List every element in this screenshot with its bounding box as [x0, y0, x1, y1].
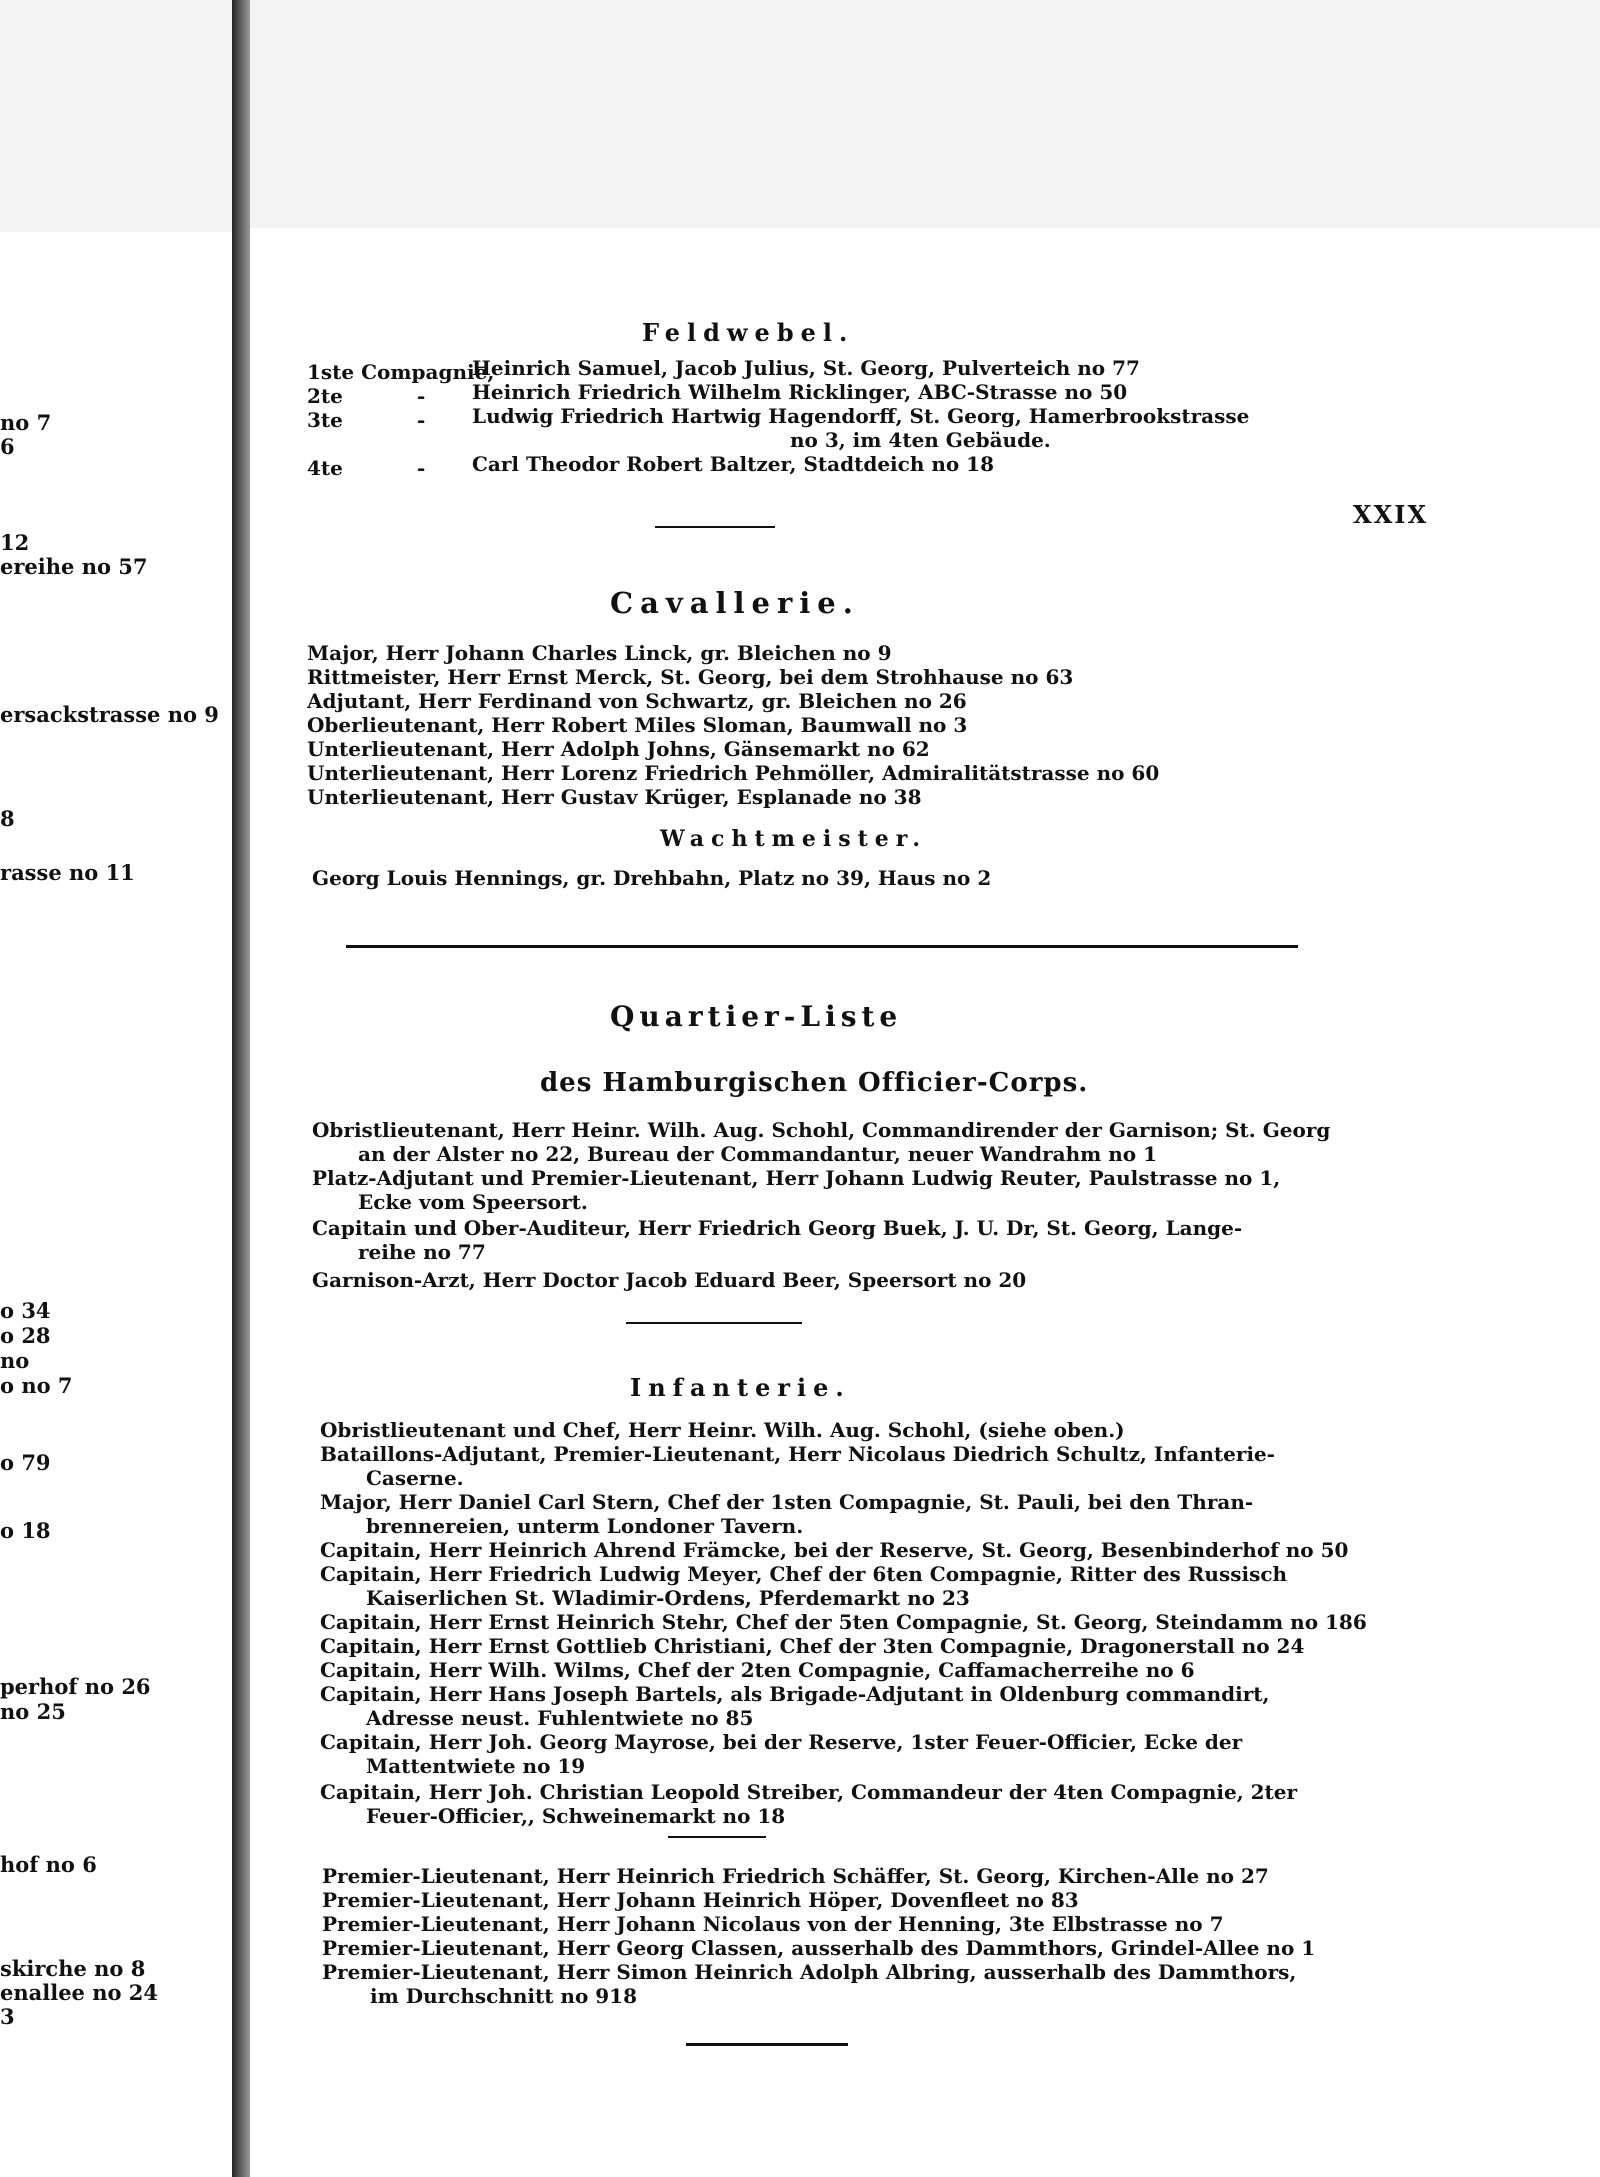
left-fragment: rasse no 11	[0, 860, 135, 885]
main-page	[250, 228, 1600, 2177]
feldwebel-label: 4te	[307, 456, 343, 480]
quartier-subtitle: des Hamburgischen Officier-Corps.	[540, 1068, 1089, 1098]
left-fragment: perhof no 26	[0, 1674, 151, 1699]
left-fragment: hof no 6	[0, 1852, 97, 1877]
feldwebel-entry: Carl Theodor Robert Baltzer, Stadtdeich no 18	[472, 452, 995, 476]
cavallerie-entry: Oberlieutenant, Herr Robert Miles Sloman, Baumwall no 3	[307, 713, 968, 737]
feldwebel-entry: Heinrich Samuel, Jacob Julius, St. Georg, Pulverteich no 77	[472, 356, 1140, 380]
premier-entry: Premier-Lieutenant, Herr Heinrich Friedrich Schäffer, St. Georg, Kirchen-Alle no 27	[322, 1864, 1269, 1888]
quartier-entry: Platz-Adjutant und Premier-Lieutenant, Herr Johann Ludwig Reuter, Paulstrasse no 1,	[312, 1166, 1281, 1190]
left-fragment: no	[0, 1348, 30, 1373]
left-fragment: enallee no 24	[0, 1980, 159, 2005]
left-fragment: no 7	[0, 410, 52, 435]
feldwebel-label: 3te	[307, 408, 343, 432]
left-fragment: o 79	[0, 1450, 51, 1475]
infanterie-heading: Infanterie.	[630, 1373, 851, 1402]
feldwebel-entry: no 3, im 4ten Gebäude.	[790, 428, 1051, 452]
infanterie-entry: Adresse neust. Fuhlentwiete no 85	[366, 1706, 754, 1730]
quartier-entry: Capitain und Ober-Auditeur, Herr Friedrich Georg Buek, J. U. Dr, St. Georg, Lange-	[312, 1216, 1243, 1240]
infanterie-entry: Kaiserlichen St. Wladimir-Ordens, Pferdemarkt no 23	[366, 1586, 970, 1610]
feldwebel-heading: Feldwebel.	[642, 318, 855, 347]
premier-entry: Premier-Lieutenant, Herr Georg Classen, ausserhalb des Dammthors, Grindel-Allee no 1	[322, 1936, 1316, 1960]
left-fragment: o no 7	[0, 1373, 73, 1398]
infanterie-entry: Major, Herr Daniel Carl Stern, Chef der 1sten Compagnie, St. Pauli, bei den Thran-	[320, 1490, 1254, 1514]
page-number: XXIX	[1353, 500, 1429, 529]
left-fragment: o 18	[0, 1518, 51, 1543]
section-rule	[655, 526, 775, 528]
left-fragment: skirche no 8	[0, 1956, 146, 1981]
feldwebel-dash: -	[417, 456, 426, 480]
infanterie-entry: Capitain, Herr Ernst Heinrich Stehr, Chef der 5ten Compagnie, St. Georg, Steindamm no 186	[320, 1610, 1367, 1634]
premier-entry: im Durchschnitt no 918	[370, 1984, 638, 2008]
premier-entry: Premier-Lieutenant, Herr Johann Heinrich Höper, Dovenfleet no 83	[322, 1888, 1079, 1912]
cavallerie-entry: Unterlieutenant, Herr Adolph Johns, Gänsemarkt no 62	[307, 737, 930, 761]
infanterie-entry: brennereien, unterm Londoner Tavern.	[366, 1514, 804, 1538]
book-gutter	[232, 0, 250, 2177]
quartier-entry: Garnison-Arzt, Herr Doctor Jacob Eduard Beer, Speersort no 20	[312, 1268, 1027, 1292]
cavallerie-entry: Unterlieutenant, Herr Gustav Krüger, Esplanade no 38	[307, 785, 922, 809]
section-rule	[626, 1322, 802, 1324]
page-divider	[346, 945, 1298, 948]
quartier-entry: Ecke vom Speersort.	[358, 1190, 588, 1214]
feldwebel-dash: -	[417, 384, 426, 408]
infanterie-entry: Feuer-Officier,, Schweinemarkt no 18	[366, 1804, 786, 1828]
infanterie-entry: Bataillons-Adjutant, Premier-Lieutenant, Herr Nicolaus Diedrich Schultz, Infanterie-	[320, 1442, 1275, 1466]
infanterie-entry: Capitain, Herr Ernst Gottlieb Christiani, Chef der 3ten Compagnie, Dragonerstall no 24	[320, 1634, 1305, 1658]
cavallerie-heading: Cavallerie.	[610, 586, 860, 620]
feldwebel-entry: Heinrich Friedrich Wilhelm Ricklinger, ABC-Strasse no 50	[472, 380, 1128, 404]
wachtmeister-entry: Georg Louis Hennings, gr. Drehbahn, Platz no 39, Haus no 2	[312, 866, 992, 890]
left-fragment: 3	[0, 2004, 15, 2029]
cavallerie-entry: Unterlieutenant, Herr Lorenz Friedrich Pehmöller, Admiralitätstrasse no 60	[307, 761, 1160, 785]
infanterie-entry: Capitain, Herr Hans Joseph Bartels, als Brigade-Adjutant in Oldenburg commandirt,	[320, 1682, 1270, 1706]
infanterie-entry: Mattentwiete no 19	[366, 1754, 586, 1778]
infanterie-entry: Caserne.	[366, 1466, 464, 1490]
left-fragment: o 34	[0, 1298, 51, 1323]
infanterie-entry: Obristlieutenant und Chef, Herr Heinr. Wilh. Aug. Schohl, (siehe oben.)	[320, 1418, 1125, 1442]
feldwebel-label: 1ste Compagnie,	[307, 360, 495, 384]
cavallerie-entry: Major, Herr Johann Charles Linck, gr. Bleichen no 9	[307, 641, 892, 665]
cavallerie-entry: Rittmeister, Herr Ernst Merck, St. Georg, bei dem Strohhause no 63	[307, 665, 1074, 689]
quartier-entry: an der Alster no 22, Bureau der Commandantur, neuer Wandrahm no 1	[358, 1142, 1158, 1166]
infanterie-entry: Capitain, Herr Joh. Georg Mayrose, bei der Reserve, 1ster Feuer-Officier, Ecke der	[320, 1730, 1243, 1754]
left-fragment: 12	[0, 530, 30, 555]
left-fragment: 8	[0, 806, 15, 831]
quartier-heading: Quartier-Liste	[610, 1000, 903, 1033]
left-fragment: ersackstrasse no 9	[0, 702, 219, 727]
infanterie-entry: Capitain, Herr Heinrich Ahrend Främcke, bei der Reserve, St. Georg, Besenbinderhof no 50	[320, 1538, 1349, 1562]
left-fragment: 6	[0, 434, 15, 459]
left-fragment: o 28	[0, 1323, 51, 1348]
cavallerie-entry: Adjutant, Herr Ferdinand von Schwartz, gr. Bleichen no 26	[307, 689, 967, 713]
wachtmeister-heading: Wachtmeister.	[660, 826, 928, 852]
section-rule	[686, 2043, 848, 2046]
feldwebel-label: 2te	[307, 384, 343, 408]
left-fragment: ereihe no 57	[0, 554, 148, 579]
feldwebel-dash: -	[417, 408, 426, 432]
left-fragment: no 25	[0, 1699, 66, 1724]
infanterie-entry: Capitain, Herr Wilh. Wilms, Chef der 2ten Compagnie, Caffamacherreihe no 6	[320, 1658, 1195, 1682]
premier-entry: Premier-Lieutenant, Herr Johann Nicolaus von der Henning, 3te Elbstrasse no 7	[322, 1912, 1224, 1936]
section-rule	[668, 1836, 766, 1838]
premier-entry: Premier-Lieutenant, Herr Simon Heinrich Adolph Albring, ausserhalb des Dammthors,	[322, 1960, 1297, 1984]
quartier-entry: Obristlieutenant, Herr Heinr. Wilh. Aug. Schohl, Commandirender der Garnison; St. Georg	[312, 1118, 1331, 1142]
feldwebel-entry: Ludwig Friedrich Hartwig Hagendorff, St. Georg, Hamerbrookstrasse	[472, 404, 1250, 428]
infanterie-entry: Capitain, Herr Joh. Christian Leopold Streiber, Commandeur der 4ten Compagnie, 2ter	[320, 1780, 1298, 1804]
left-page-edge	[0, 232, 235, 2177]
quartier-entry: reihe no 77	[358, 1240, 486, 1264]
infanterie-entry: Capitain, Herr Friedrich Ludwig Meyer, Chef der 6ten Compagnie, Ritter des Russisch	[320, 1562, 1288, 1586]
